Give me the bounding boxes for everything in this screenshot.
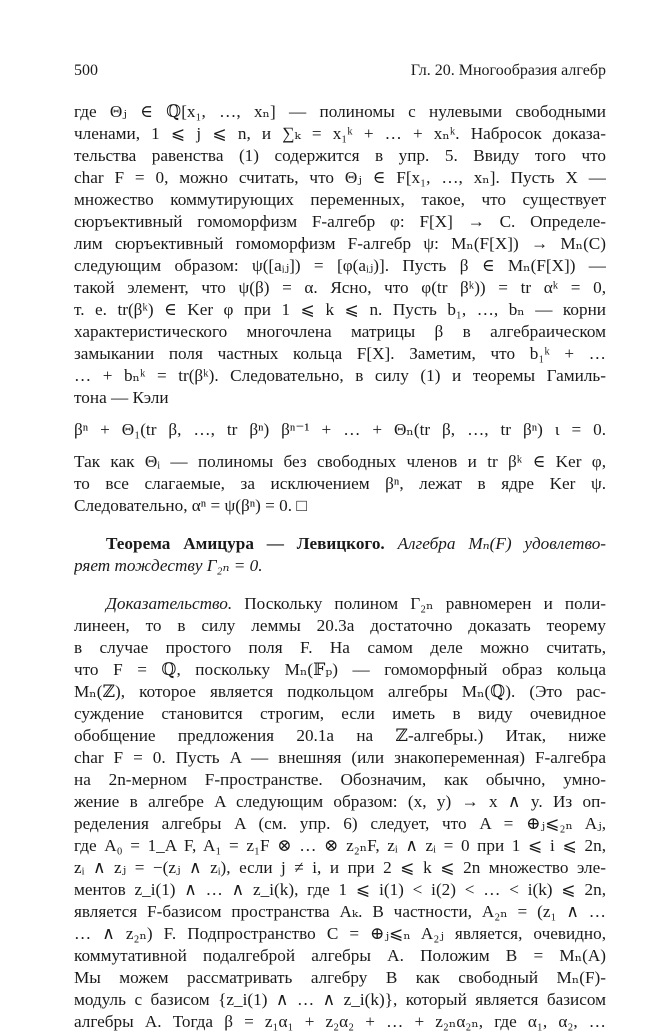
text-line: жение в алгебре A следующим образом: (x, y) → x ∧ y. Из оп- bbox=[74, 792, 606, 811]
paragraph-proof-end bbox=[74, 101, 606, 409]
text-line: суждение становится строгим, если иметь в виду очевидное bbox=[74, 704, 606, 723]
page-number: 500 bbox=[74, 62, 98, 79]
text-line: алгебры A. Тогда β = z₁α₁ + z₂α₂ + … + z₂ₙα₂ₙ, где α₁, α₂, … bbox=[74, 1012, 606, 1031]
text-line: то все слагаемые, за исключением βⁿ, лежат в ядре Ker ψ. bbox=[74, 474, 606, 493]
proof-label: Доказательство. bbox=[106, 594, 233, 613]
theorem-line bbox=[74, 533, 606, 555]
text-line: Mₙ(ℤ), которое является подкольцом алгебры Mₙ(ℚ). (Это рас- bbox=[74, 682, 606, 701]
text-line: где A₀ = 1_A F, A₁ = z₁F ⊗ … ⊗ z₂ₙF, zᵢ ∧ zᵢ = 0 при 1 ⩽ i ⩽ 2n, bbox=[74, 836, 606, 855]
text-line: тона — Кэли bbox=[74, 388, 169, 407]
proof-paragraph bbox=[74, 593, 606, 1033]
text-line: лим сюръективный гомоморфизм F-алгебр ψ: Mₙ(F[X]) → Mₙ(C) bbox=[74, 234, 606, 253]
running-title: Гл. 20. Многообразия алгебр bbox=[410, 62, 606, 79]
text-line: коммутативной подалгеброй алгебры A. Положим B = Mₙ(A) bbox=[74, 946, 606, 965]
text-line: линеен, то в силу леммы 20.3а достаточно доказать теорему bbox=[74, 616, 606, 635]
text-line: обобщение предложения 20.1а на ℤ-алгебры.) Итак, ниже bbox=[74, 726, 606, 745]
text-line: … ∧ z₂ₙ) F. Подпространство C = ⊕ⱼ⩽ₙ A₂ⱼ является, очевидно, bbox=[74, 924, 606, 943]
text-line: такой элемент, что ψ(β) = α. Ясно, что φ(tr βᵏ)) = tr αᵏ = 0, bbox=[74, 278, 606, 297]
text-line: следующим образом: ψ([aᵢⱼ]) = [φ(aᵢⱼ)]. Пусть β ∈ Mₙ(F[X]) — bbox=[74, 256, 606, 275]
display-formula: βⁿ + Θ₁(tr β, …, tr βⁿ) βⁿ⁻¹ + … + Θₙ(tr β, …, tr βⁿ) ι = 0. bbox=[74, 420, 606, 439]
text-line: замыкании поля частных кольца F[X]. Заметим, что b₁ᵏ + … bbox=[74, 344, 606, 363]
theorem-text: ряет тождеству Γ₂ₙ = 0. bbox=[74, 556, 263, 575]
theorem-statement bbox=[74, 533, 606, 577]
theorem-line bbox=[74, 555, 606, 577]
paragraph-conclusion bbox=[74, 451, 606, 517]
text-line: Доказательство. Поскольку полином Γ₂ₙ равномерен и поли- bbox=[106, 594, 606, 613]
text-line: в случае простого поля F. На самом деле можно считать, bbox=[74, 638, 606, 657]
text-line: ментов z_i(1) ∧ … ∧ z_i(k), где 1 ⩽ i(1) < i(2) < … < i(k) ⩽ 2n, bbox=[74, 880, 606, 899]
text-line: где Θⱼ ∈ ℚ[x₁, …, xₙ] — полиномы с нулевыми свободными bbox=[74, 102, 606, 121]
text-line: ределения алгебры A (см. упр. 6) следует, что A = ⊕ⱼ⩽₂ₙ Aⱼ, bbox=[74, 814, 606, 833]
text-line: zᵢ ∧ zⱼ = −(zⱼ ∧ zᵢ), если j ≠ i, и при 2 ⩽ k ⩽ 2n множество эле- bbox=[74, 858, 606, 877]
text-line: char F = 0, можно считать, что Θⱼ ∈ F[x₁, …, xₙ]. Пусть X — bbox=[74, 168, 606, 187]
text-line: на 2n-мерном F-пространстве. Обозначим, как обычно, умно- bbox=[74, 770, 606, 789]
text-line: характеристического многочлена матрицы β в алгебраическом bbox=[74, 322, 606, 341]
text-line: модуль с базисом {z_i(1) ∧ … ∧ z_i(k)}, который является базисом bbox=[74, 990, 606, 1009]
text-line: что F = ℚ, поскольку Mₙ(𝔽ₚ) — гомоморфный образ кольца bbox=[74, 660, 606, 679]
text-line: сюръективный гомоморфизм F-алгебр φ: F[X] → C. Определе- bbox=[74, 212, 606, 231]
text-line: множество коммутирующих переменных, такое, что существует bbox=[74, 190, 606, 209]
theorem-title: Теорема Амицура — Левицкого. bbox=[106, 534, 385, 553]
text-line: Следовательно, αⁿ = ψ(βⁿ) = 0. □ bbox=[74, 496, 307, 515]
text-line: Мы можем рассматривать алгебру B как свободный Mₙ(F)- bbox=[74, 968, 606, 987]
text-line: является F-базисом пространства Aₖ. В частности, A₂ₙ = (z₁ ∧ … bbox=[74, 902, 606, 921]
text-line: т. е. tr(βᵏ) ∈ Ker φ при 1 ⩽ k ⩽ n. Пусть b₁, …, bₙ — корни bbox=[74, 300, 606, 319]
text-line: char F = 0. Пусть A — внешняя (или знакопеременная) F-алгебра bbox=[74, 748, 606, 767]
main-text bbox=[74, 101, 606, 1033]
text-line: тельства равенства (1) содержится в упр. 5. Ввиду того что bbox=[74, 146, 606, 165]
text-line: Так как Θᵢ — полиномы без свободных членов и tr βᵏ ∈ Ker φ, bbox=[74, 452, 606, 471]
text-line: … + bₙᵏ = tr(βᵏ). Следовательно, в силу (1) и теоремы Гамиль- bbox=[74, 366, 606, 385]
theorem-text: Алгебра Mₙ(F) удовлетво- bbox=[397, 534, 606, 553]
text-line: членами, 1 ⩽ j ⩽ n, и ∑ₖ = x₁ᵏ + … + xₙᵏ. Набросок доказа- bbox=[74, 124, 606, 143]
page-header bbox=[74, 62, 606, 86]
